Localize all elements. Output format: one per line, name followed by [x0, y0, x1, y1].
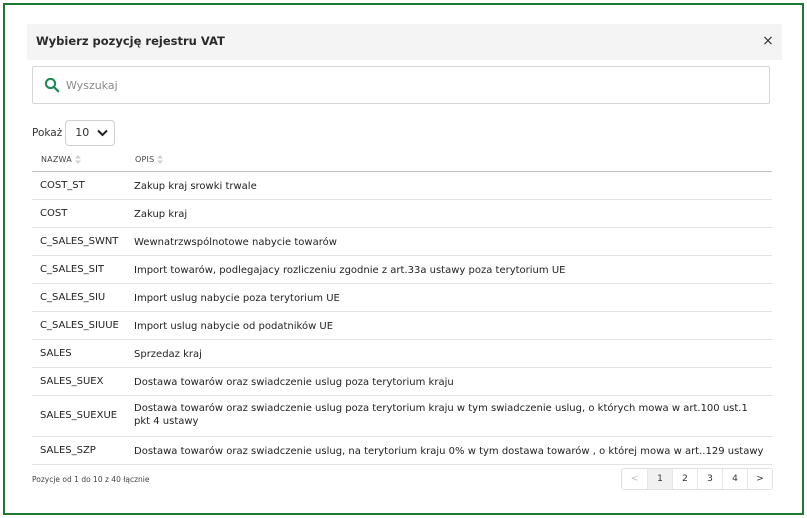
row-desc: Zakup kraj srowki trwale	[134, 181, 257, 192]
page-size-label: Pokaż	[32, 126, 63, 139]
pagination	[621, 468, 773, 490]
table-header	[32, 148, 772, 172]
row-name: C_SALES_SIUUE	[40, 320, 119, 331]
column-header-name[interactable]: NAZWA	[41, 155, 81, 164]
page-button-4[interactable]: 4	[722, 469, 747, 489]
vat-register-table	[32, 148, 772, 465]
search-box[interactable]	[32, 66, 770, 104]
sort-icon	[157, 155, 163, 164]
table-row[interactable]	[32, 340, 772, 368]
row-desc: Import towarów, podlegajacy rozliczeniu zgodnie z art.33a ustawy poza terytorium UE	[134, 265, 566, 276]
table-row[interactable]	[32, 396, 772, 437]
row-name: SALES	[40, 348, 72, 359]
search-icon	[44, 77, 60, 93]
row-name: COST	[40, 208, 68, 219]
table-row[interactable]	[32, 437, 772, 465]
next-page-button[interactable]: >	[747, 469, 772, 489]
table-row[interactable]	[32, 200, 772, 228]
row-desc: Import uslug nabycie od podatników UE	[134, 321, 334, 332]
sort-icon	[75, 155, 81, 164]
close-icon[interactable]: ×	[762, 33, 774, 49]
pagination-info: Pozycje od 1 do 10 z 40 łącznie	[32, 475, 150, 484]
row-name: SALES_SZP	[40, 445, 96, 456]
row-desc: Wewnatrzwspólnotowe nabycie towarów	[134, 237, 337, 248]
row-desc: Sprzedaz kraj	[134, 349, 202, 360]
table-row[interactable]	[32, 284, 772, 312]
column-header-desc[interactable]: OPIS	[135, 155, 163, 164]
table-row[interactable]	[32, 228, 772, 256]
row-desc: Dostawa towarów oraz swiadczenie uslug, na terytorium kraju 0% w tym dostawa towarów , o której mowa w art..129 ustawy	[134, 446, 764, 457]
row-desc: Dostawa towarów oraz swiadczenie uslug poza terytorium kraju w tym swiadczenie uslug, o których mowa w art.100 ust.1 pkt 4 ustawy	[134, 403, 748, 427]
dialog-title: Wybierz pozycję rejestru VAT	[36, 34, 225, 48]
page-size-select[interactable]	[65, 120, 115, 146]
row-name: COST_ST	[40, 180, 85, 191]
page-size-control	[32, 120, 115, 145]
table-row[interactable]	[32, 172, 772, 200]
page-button-1[interactable]: 1	[647, 469, 672, 489]
row-desc: Zakup kraj	[134, 209, 188, 220]
row-name: SALES_SUEXUE	[40, 410, 118, 421]
table-row[interactable]	[32, 312, 772, 340]
row-desc: Dostawa towarów oraz swiadczenie uslug poza terytorium kraju	[134, 377, 454, 388]
page-button-2[interactable]: 2	[672, 469, 697, 489]
prev-page-button[interactable]: <	[622, 469, 647, 489]
row-name: C_SALES_SIT	[40, 264, 104, 275]
row-name: C_SALES_SIU	[40, 292, 106, 303]
row-desc: Import uslug nabycie poza terytorium UE	[134, 293, 340, 304]
page-size-value: 10	[75, 126, 90, 139]
chevron-down-icon	[97, 129, 108, 137]
row-name: C_SALES_SWNT	[40, 236, 119, 247]
table-row[interactable]	[32, 256, 772, 284]
row-name: SALES_SUEX	[40, 376, 104, 387]
dialog-header	[27, 24, 782, 60]
table-row[interactable]	[32, 368, 772, 396]
page-button-3[interactable]: 3	[697, 469, 722, 489]
search-input[interactable]	[66, 75, 756, 95]
